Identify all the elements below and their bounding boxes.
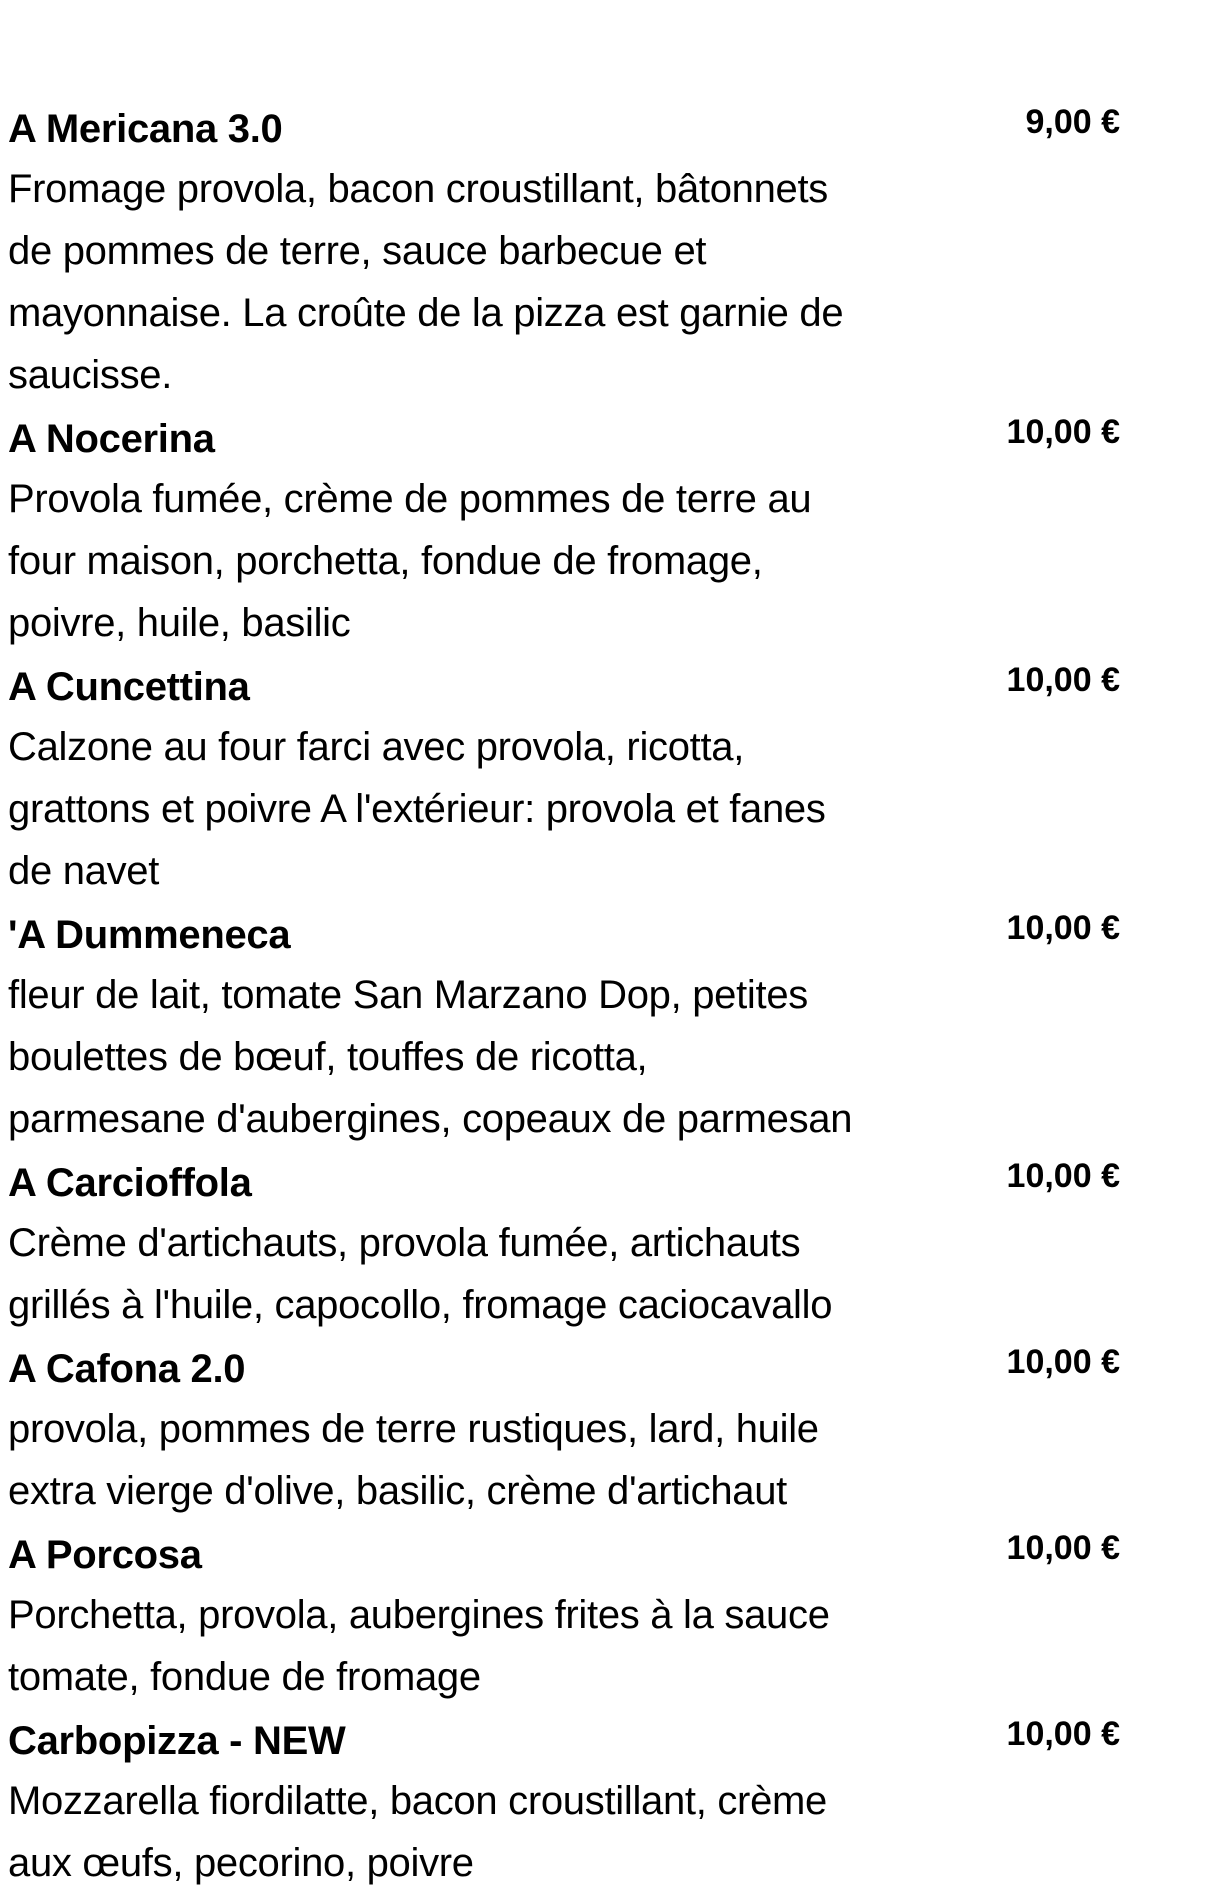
menu-item-name: A Mericana 3.0 [8, 107, 283, 151]
menu-item-price: 10,00 € [1006, 1529, 1120, 1567]
menu-item-header [8, 654, 1120, 716]
menu-item-header [8, 1336, 1120, 1398]
description-line: mayonnaise. La croûte de la pizza est garnie de [8, 291, 844, 335]
description-line: grattons et poivre A l'extérieur: provola et fanes [8, 787, 826, 831]
menu-item-description [8, 716, 938, 902]
description-line: poivre, huile, basilic [8, 601, 351, 645]
menu-item-price: 10,00 € [1006, 1343, 1120, 1381]
menu-item-a-cuncettina [8, 654, 1120, 902]
description-line: de pommes de terre, sauce barbecue et [8, 229, 707, 273]
menu-item-description [8, 1770, 938, 1894]
menu-item-a-carcioffola [8, 1150, 1120, 1336]
menu-item-price: 10,00 € [1006, 909, 1120, 947]
menu-item-a-dummeneca [8, 902, 1120, 1150]
description-line: Fromage provola, bacon croustillant, bâtonnets [8, 167, 829, 211]
menu-item-header [8, 1708, 1120, 1770]
description-line: Mozzarella fiordilatte, bacon croustillant, crème [8, 1779, 827, 1823]
menu-item-header [8, 1522, 1120, 1584]
menu-item-name: Carbopizza - NEW [8, 1719, 346, 1763]
description-line: grillés à l'huile, capocollo, fromage caciocavallo [8, 1283, 833, 1327]
menu-item-price: 10,00 € [1006, 413, 1120, 451]
description-line: Porchetta, provola, aubergines frites à la sauce [8, 1593, 830, 1637]
description-line: four maison, porchetta, fondue de fromage, [8, 539, 763, 583]
menu-item-header [8, 96, 1120, 158]
menu-item-header [8, 902, 1120, 964]
menu-item-description [8, 964, 938, 1150]
description-line: Calzone au four farci avec provola, ricotta, [8, 725, 745, 769]
description-line: de navet [8, 849, 160, 893]
menu-item-a-nocerina [8, 406, 1120, 654]
menu-item-name: A Porcosa [8, 1533, 202, 1577]
description-line: fleur de lait, tomate San Marzano Dop, petites [8, 973, 808, 1017]
menu-item-price: 10,00 € [1006, 661, 1120, 699]
description-line: saucisse. [8, 353, 173, 397]
menu-item-description [8, 1584, 938, 1708]
description-line: parmesane d'aubergines, copeaux de parmesan [8, 1097, 853, 1141]
menu-item-description [8, 468, 938, 654]
menu-item-name: A Nocerina [8, 417, 215, 461]
description-line: provola, pommes de terre rustiques, lard, huile [8, 1407, 819, 1451]
description-line: Provola fumée, crème de pommes de terre au [8, 477, 812, 521]
description-line: extra vierge d'olive, basilic, crème d'artichaut [8, 1469, 787, 1513]
menu-item-description [8, 158, 938, 406]
menu-item-carbopizza [8, 1708, 1120, 1894]
menu-item-description [8, 1398, 938, 1522]
menu-item-price: 9,00 € [1025, 103, 1120, 141]
menu-item-header [8, 406, 1120, 468]
menu-item-header [8, 1150, 1120, 1212]
menu-item-a-cafona [8, 1336, 1120, 1522]
menu-item-name: 'A Dummeneca [8, 913, 291, 957]
menu-item-name: A Carcioffola [8, 1161, 252, 1205]
menu-item-a-porcosa [8, 1522, 1120, 1708]
menu-item-description [8, 1212, 938, 1336]
description-line: tomate, fondue de fromage [8, 1655, 481, 1699]
menu-item-price: 10,00 € [1006, 1715, 1120, 1753]
menu-item-name: A Cafona 2.0 [8, 1347, 246, 1391]
menu-item-price: 10,00 € [1006, 1157, 1120, 1195]
description-line: Crème d'artichauts, provola fumée, artichauts [8, 1221, 801, 1265]
menu-item-a-mericana [8, 96, 1120, 406]
description-line: boulettes de bœuf, touffes de ricotta, [8, 1035, 648, 1079]
description-line: aux œufs, pecorino, poivre [8, 1841, 474, 1885]
menu-item-name: A Cuncettina [8, 665, 250, 709]
pizza-menu [8, 96, 1120, 1894]
